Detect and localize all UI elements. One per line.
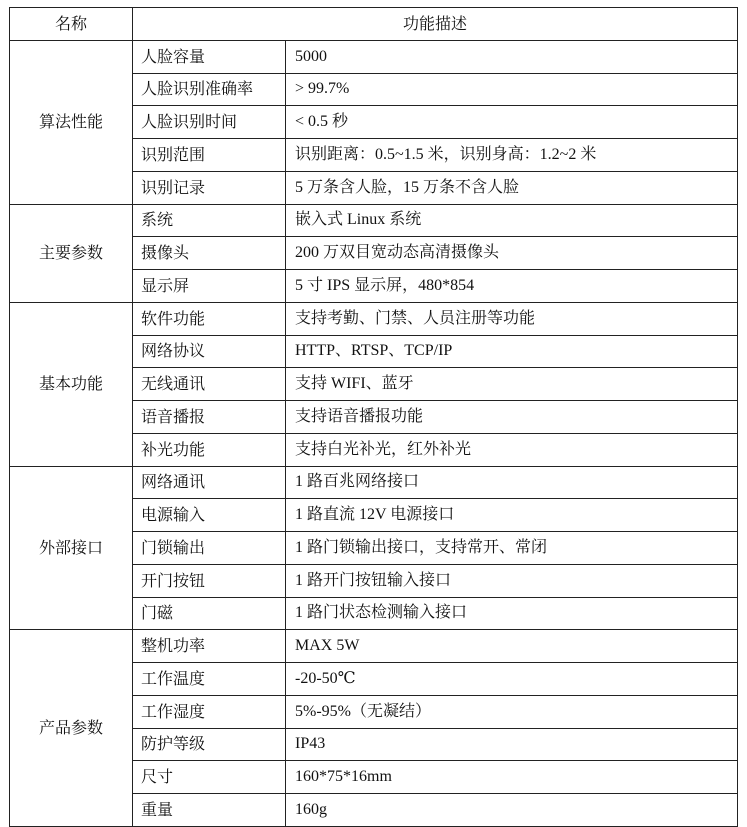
param-desc-cell: 160g <box>286 794 738 827</box>
table-row <box>10 630 738 663</box>
param-desc-cell: 1 路门锁输出接口，支持常开、常闭 <box>286 532 738 565</box>
param-desc-cell: IP43 <box>286 728 738 761</box>
param-desc-cell: 支持 WIFI、蓝牙 <box>286 368 738 401</box>
param-desc-cell: 160*75*16mm <box>286 761 738 794</box>
header-name-cell: 名称 <box>10 8 133 41</box>
param-desc-cell: 识别距离：0.5~1.5 米，识别身高：1.2~2 米 <box>286 139 738 172</box>
param-desc-cell: -20-50℃ <box>286 663 738 696</box>
param-desc-cell: 1 路开门按钮输入接口 <box>286 564 738 597</box>
param-name-cell: 电源输入 <box>133 499 286 532</box>
param-name-cell: 显示屏 <box>133 270 286 303</box>
param-name-cell: 系统 <box>133 204 286 237</box>
param-desc-cell: 支持白光补光，红外补光 <box>286 433 738 466</box>
param-name-cell: 门锁输出 <box>133 532 286 565</box>
table-row <box>10 204 738 237</box>
param-name-cell: 网络协议 <box>133 335 286 368</box>
header-description-cell: 功能描述 <box>133 8 738 41</box>
param-desc-cell: < 0.5 秒 <box>286 106 738 139</box>
param-desc-cell: 5000 <box>286 40 738 73</box>
param-desc-cell: 嵌入式 Linux 系统 <box>286 204 738 237</box>
spec-table-body <box>10 8 738 827</box>
param-name-cell: 重量 <box>133 794 286 827</box>
param-name-cell: 人脸识别时间 <box>133 106 286 139</box>
param-name-cell: 识别记录 <box>133 171 286 204</box>
param-name-cell: 人脸识别准确率 <box>133 73 286 106</box>
param-name-cell: 工作温度 <box>133 663 286 696</box>
param-desc-cell: > 99.7% <box>286 73 738 106</box>
param-desc-cell: 支持语音播报功能 <box>286 401 738 434</box>
table-row <box>10 466 738 499</box>
param-desc-cell: 200 万双目宽动态高清摄像头 <box>286 237 738 270</box>
table-row <box>10 302 738 335</box>
group-label-cell: 基本功能 <box>10 302 133 466</box>
param-name-cell: 人脸容量 <box>133 40 286 73</box>
param-name-cell: 识别范围 <box>133 139 286 172</box>
spec-table <box>9 7 738 827</box>
param-name-cell: 开门按钮 <box>133 564 286 597</box>
header-row <box>10 8 738 41</box>
param-desc-cell: 1 路直流 12V 电源接口 <box>286 499 738 532</box>
group-label-cell: 算法性能 <box>10 40 133 204</box>
param-name-cell: 摄像头 <box>133 237 286 270</box>
param-name-cell: 语音播报 <box>133 401 286 434</box>
param-name-cell: 工作湿度 <box>133 695 286 728</box>
param-desc-cell: 支持考勤、门禁、人员注册等功能 <box>286 302 738 335</box>
param-name-cell: 无线通讯 <box>133 368 286 401</box>
param-desc-cell: 5 万条含人脸，15 万条不含人脸 <box>286 171 738 204</box>
param-name-cell: 补光功能 <box>133 433 286 466</box>
param-desc-cell: 1 路百兆网络接口 <box>286 466 738 499</box>
group-label-cell: 外部接口 <box>10 466 133 630</box>
param-desc-cell: 5 寸 IPS 显示屏，480*854 <box>286 270 738 303</box>
param-desc-cell: 5%-95%（无凝结） <box>286 695 738 728</box>
param-desc-cell: 1 路门状态检测输入接口 <box>286 597 738 630</box>
param-name-cell: 软件功能 <box>133 302 286 335</box>
table-row <box>10 40 738 73</box>
group-label-cell: 产品参数 <box>10 630 133 827</box>
param-name-cell: 门磁 <box>133 597 286 630</box>
param-desc-cell: HTTP、RTSP、TCP/IP <box>286 335 738 368</box>
param-name-cell: 网络通讯 <box>133 466 286 499</box>
param-name-cell: 尺寸 <box>133 761 286 794</box>
param-desc-cell: MAX 5W <box>286 630 738 663</box>
param-name-cell: 整机功率 <box>133 630 286 663</box>
group-label-cell: 主要参数 <box>10 204 133 302</box>
param-name-cell: 防护等级 <box>133 728 286 761</box>
